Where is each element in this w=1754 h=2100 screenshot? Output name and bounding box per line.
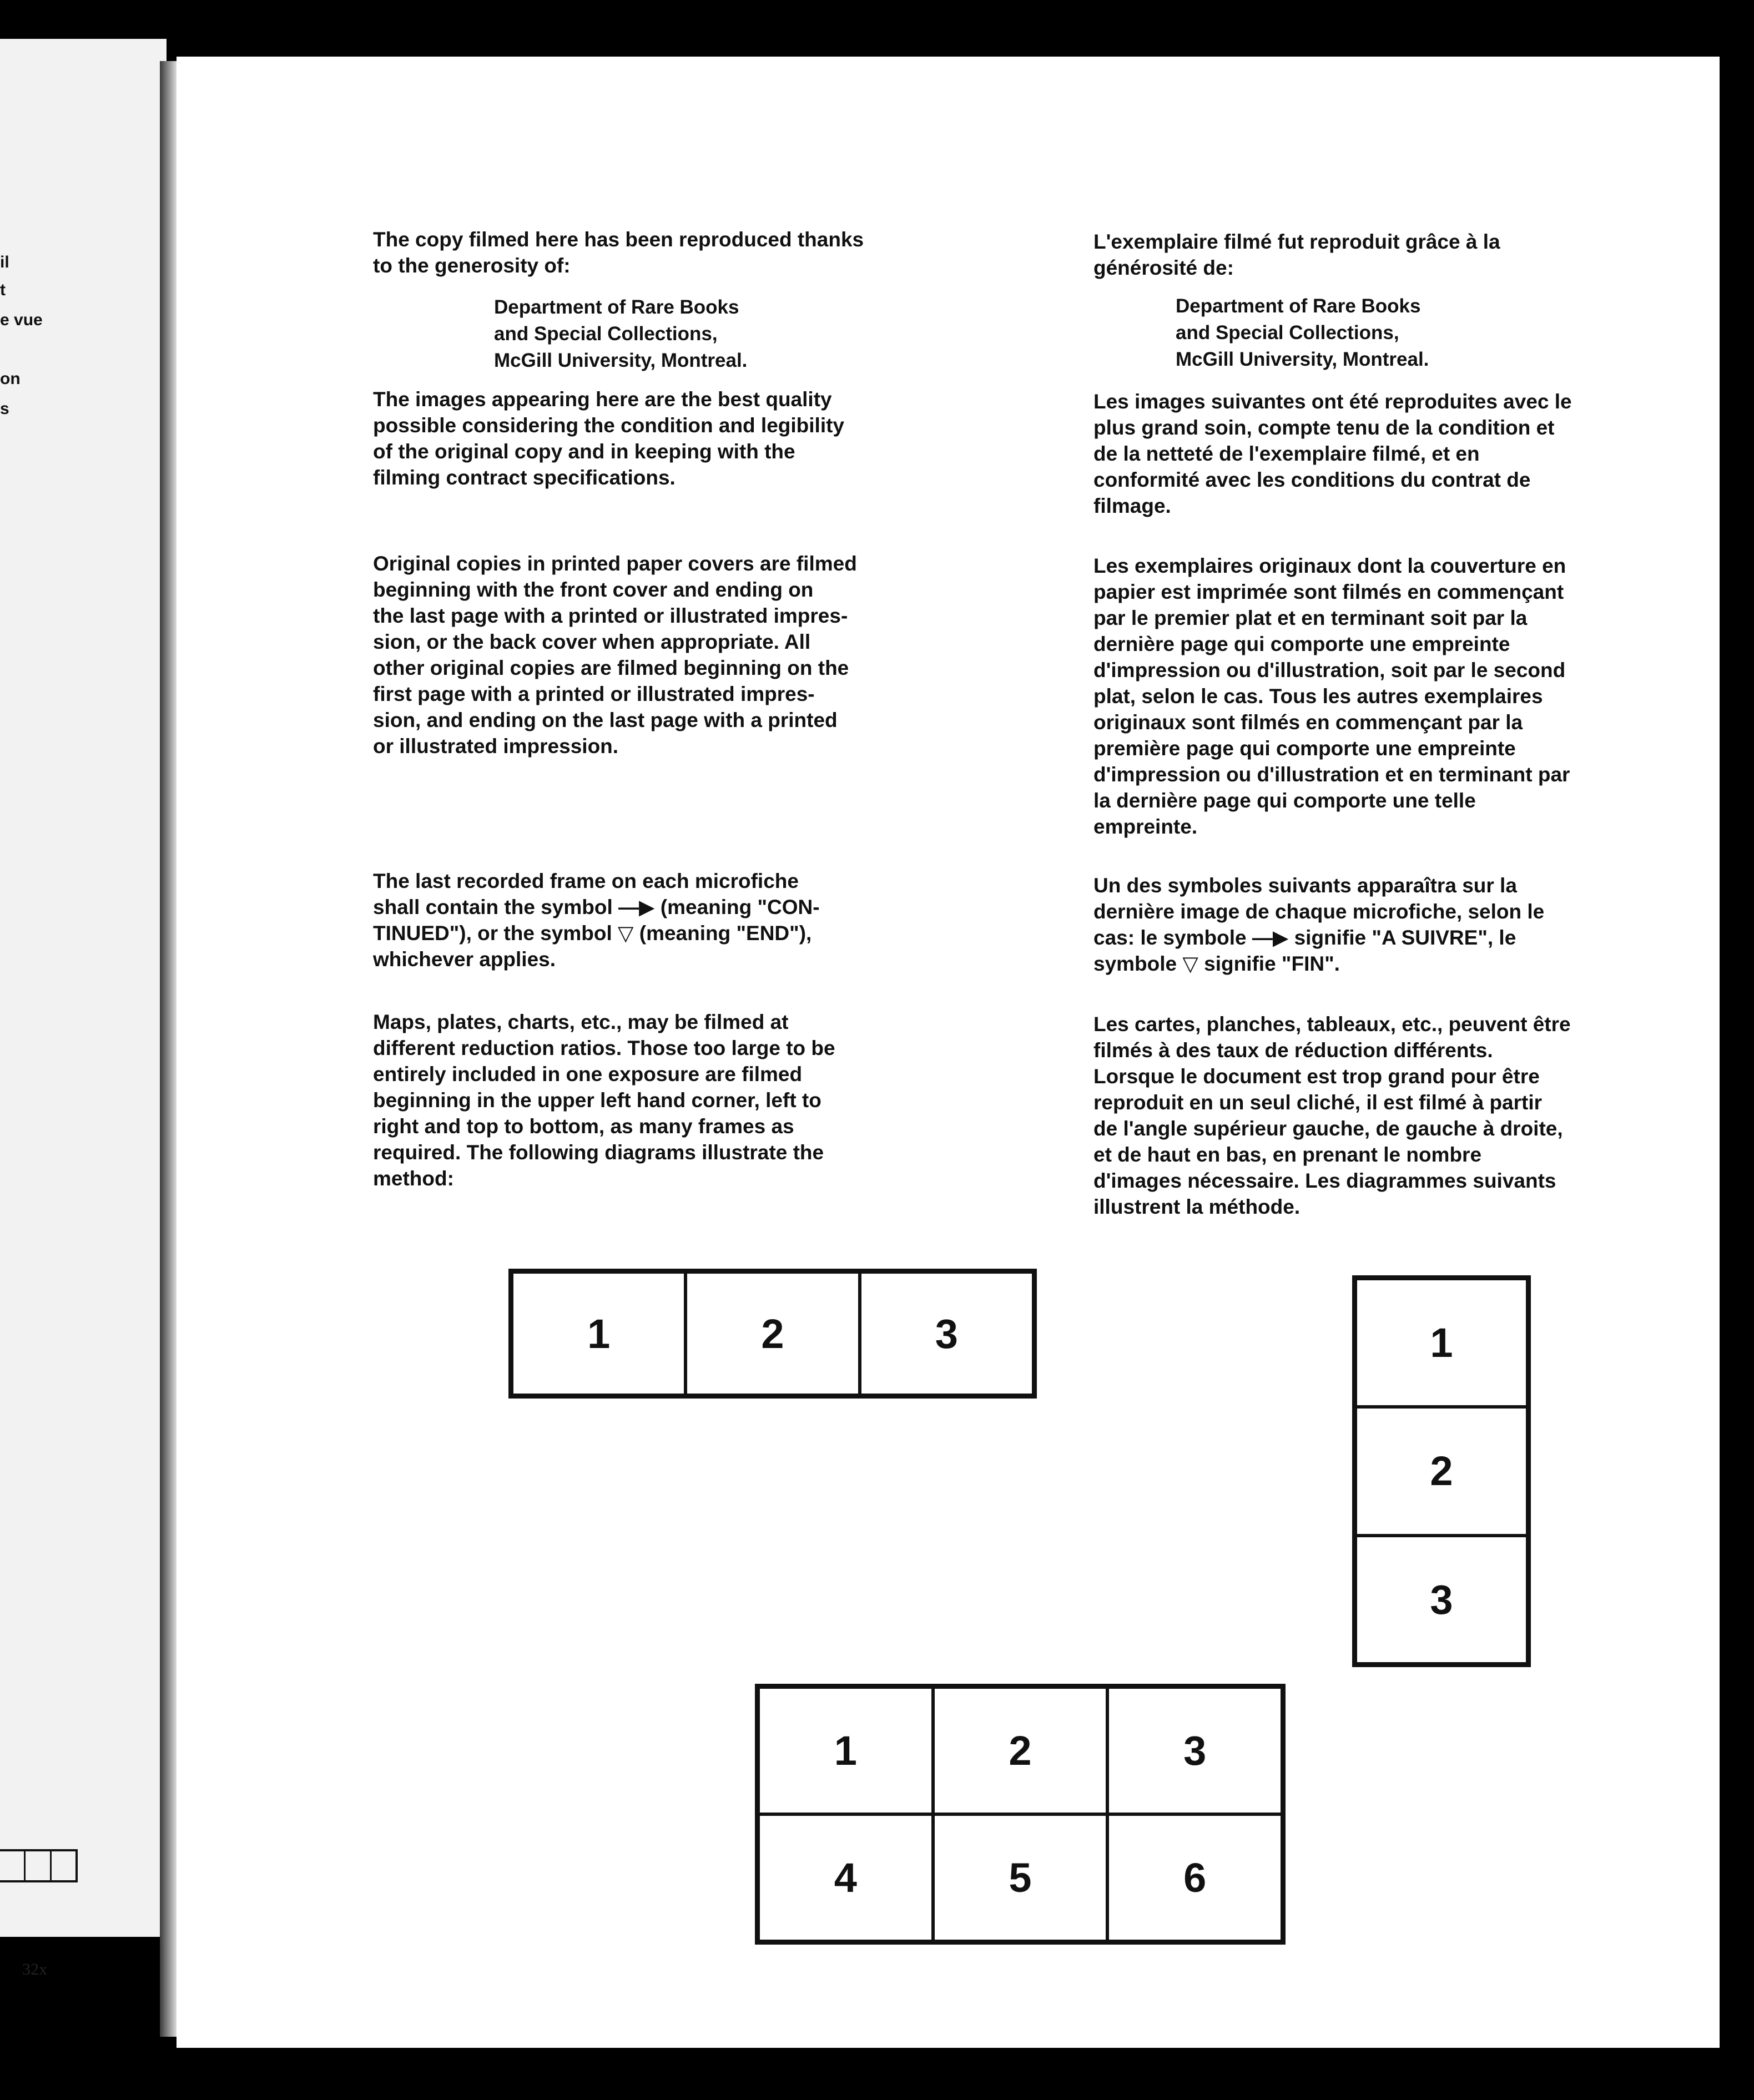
en-maps-paragraph: Maps, plates, charts, etc., may be filmed at different reduction ratios. Those too large to be entirely included in one exposure are filmed beginning in the upper left hand corner, left to right and top to bottom, as many frames as required. The following diagrams illustrate the method: — [373, 1011, 835, 1190]
frame-cell: 2 — [1355, 1407, 1528, 1535]
previous-page-strip — [0, 39, 167, 1978]
fr-intro: L'exemplaire filmé fut reproduit grâce à la générosité de: — [1093, 230, 1500, 279]
fr-maps-paragraph: Les cartes, planches, tableaux, etc., peuvent être filmés à des taux de réduction différents. Lorsque le document est trop grand pour être reproduit en un seul cliché, il est filmé à partir de l'angle supérieur gauche, de gauche à droite, et de haut en bas, en prenant le nombre d'images nécessaire. Les diagrammes suivants illustrent la méthode. — [1093, 1013, 1571, 1218]
en-quality-paragraph: The images appearing here are the best quality possible considering the condition and legibility of the original copy and in keeping with the filming contract specifications. — [373, 388, 845, 489]
microfiche-target-page — [177, 57, 1720, 2048]
vertical-frame-diagram — [1352, 1275, 1531, 1667]
frame-cell: 1 — [1355, 1279, 1528, 1407]
frame-cell: 4 — [758, 1814, 933, 1941]
fr-symbols-paragraph: Un des symboles suivants apparaîtra sur la dernière image de chaque microfiche, selon le cas: le symbole —▶ signifie "A SUIVRE", le symbole ▽ signifie "FIN". — [1093, 874, 1545, 975]
en-symbols-paragraph: The last recorded frame on each microfiche shall contain the symbol —▶ (meaning "CON- TINUED"), or the symbol ▽ (meaning "END"), whichever applies. — [373, 870, 820, 971]
left-frame-boxes — [0, 1849, 78, 1882]
fr-covers-paragraph: Les exemplaires originaux dont la couverture en papier est imprimée sont filmés en commençant par le premier plat et en terminant soit par la dernière page qui comporte une empreinte d'impression ou d'illustration, soit par le second plat, selon le cas. Tous les autres exemplaires originaux sont filmés en commençant par la première page qui comporte une empreinte d'impression ou d'illustration et en terminant par la dernière page qui comporte une telle empreinte. — [1093, 554, 1570, 838]
book-spine-shadow — [160, 61, 177, 2037]
en-intro: The copy filmed here has been reproduced thanks to the generosity of: — [373, 228, 864, 277]
frame-cell: 2 — [686, 1272, 859, 1395]
frame-cell: 3 — [1107, 1687, 1282, 1814]
fr-quality-paragraph: Les images suivantes ont été reproduites avec le plus grand soin, compte tenu de la condition et de la netteté de l'exemplaire filmé, et en conformité avec les conditions du contrat de filmage. — [1093, 390, 1572, 517]
left-fragment: e vue — [0, 311, 43, 329]
en-covers-paragraph: Original copies in printed paper covers are filmed beginning with the front cover and ending on the last page with a printed or illustrated impres- sion, or the back cover when appropriate. All other original copies are filmed beginning on the first page with a printed or illustrated impres- sion, and ending on the last page with a printed or illustrated impression. — [373, 552, 857, 758]
frame-cell: 5 — [933, 1814, 1108, 1941]
en-institution: Department of Rare Books and Special Collections, McGill University, Montreal. — [494, 296, 748, 371]
frame-cell: 3 — [1355, 1536, 1528, 1664]
frame-cell: 1 — [512, 1272, 686, 1395]
frame-cell: 2 — [933, 1687, 1108, 1814]
horizontal-frame-diagram — [508, 1269, 1037, 1399]
frame-cell: 6 — [1107, 1814, 1282, 1941]
fr-institution: Department of Rare Books and Special Collections, McGill University, Montreal. — [1176, 295, 1429, 370]
left-fragment: il — [0, 253, 9, 271]
frame-cell: 3 — [860, 1272, 1034, 1395]
frame-cell: 1 — [758, 1687, 933, 1814]
left-fragment: on — [0, 370, 21, 388]
left-fragment: s — [0, 400, 9, 418]
scale-label: 32x — [22, 1960, 47, 1978]
left-fragment: t — [0, 281, 6, 299]
grid-frame-diagram — [755, 1684, 1286, 1945]
